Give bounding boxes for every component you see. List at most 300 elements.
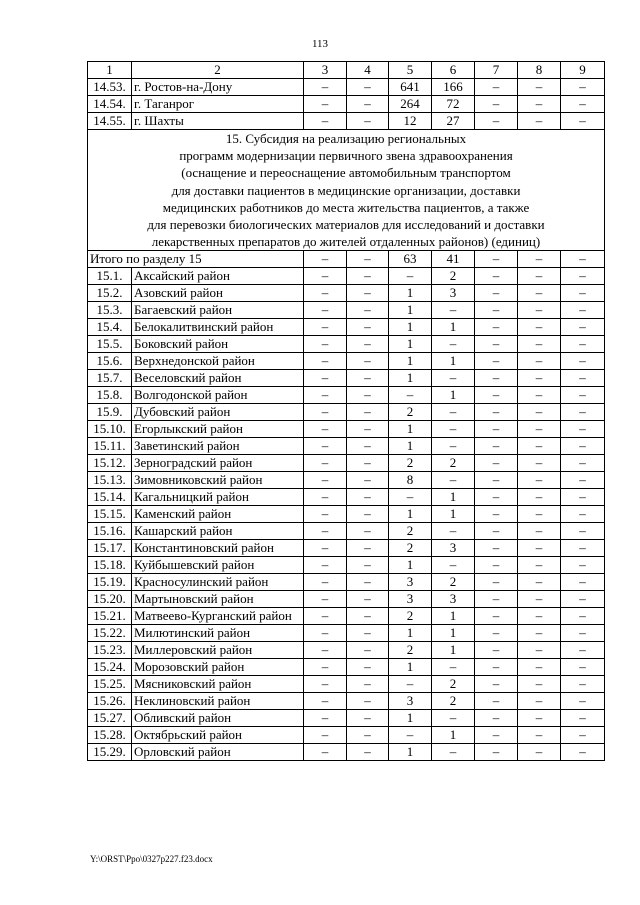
value-cell: – <box>347 421 389 438</box>
table-row <box>88 268 605 285</box>
value-cell: – <box>304 353 347 370</box>
row-number: 15.28. <box>88 727 132 744</box>
value-cell: 1 <box>389 744 432 761</box>
value-cell: – <box>561 489 605 506</box>
district-name: Миллеровский район <box>132 642 304 659</box>
table-row <box>88 353 605 370</box>
value-cell: 3 <box>432 285 475 302</box>
value-cell: 2 <box>389 404 432 421</box>
value-cell: – <box>347 540 389 557</box>
value-cell: – <box>304 676 347 693</box>
value-cell: – <box>475 727 518 744</box>
value-cell: – <box>347 319 389 336</box>
value-cell: – <box>347 591 389 608</box>
column-number-header: 5 <box>389 62 432 79</box>
district-name: Обливский район <box>132 710 304 727</box>
district-name: Мясниковский район <box>132 676 304 693</box>
value-cell: – <box>518 574 561 591</box>
value-cell: 8 <box>389 472 432 489</box>
value-cell: – <box>347 370 389 387</box>
table-row <box>88 336 605 353</box>
value-cell: – <box>347 608 389 625</box>
section-title-line: (оснащение и переоснащение автомобильным транспортом <box>181 165 511 181</box>
value-cell: – <box>347 113 389 130</box>
value-cell: – <box>475 285 518 302</box>
value-cell: – <box>475 353 518 370</box>
value-cell: – <box>432 472 475 489</box>
value-cell: – <box>518 557 561 574</box>
value-cell: – <box>432 710 475 727</box>
column-number-header: 2 <box>132 62 304 79</box>
value-cell: – <box>475 370 518 387</box>
value-cell: – <box>304 608 347 625</box>
value-cell: – <box>561 285 605 302</box>
district-name: Веселовский район <box>132 370 304 387</box>
value-cell: 1 <box>432 387 475 404</box>
value-cell: – <box>475 506 518 523</box>
district-name: г. Ростов-на-Дону <box>132 79 304 96</box>
district-name: Егорлыкский район <box>132 421 304 438</box>
value-cell: – <box>304 96 347 113</box>
row-number: 15.15. <box>88 506 132 523</box>
value-cell: – <box>475 96 518 113</box>
table-row <box>88 96 605 113</box>
row-number: 15.26. <box>88 693 132 710</box>
value-cell: – <box>389 387 432 404</box>
district-name: Морозовский район <box>132 659 304 676</box>
value-cell: – <box>561 608 605 625</box>
value-cell: – <box>518 387 561 404</box>
value-cell: 1 <box>389 285 432 302</box>
district-name: Боковский район <box>132 336 304 353</box>
row-number: 15.21. <box>88 608 132 625</box>
row-number: 15.24. <box>88 659 132 676</box>
value-cell: – <box>304 79 347 96</box>
value-cell: 2 <box>389 540 432 557</box>
table-row <box>88 472 605 489</box>
value-cell: – <box>475 608 518 625</box>
value-cell: – <box>304 574 347 591</box>
value-cell: – <box>389 268 432 285</box>
value-cell: – <box>347 727 389 744</box>
value-cell: – <box>432 557 475 574</box>
table-row <box>88 438 605 455</box>
value-cell: – <box>518 285 561 302</box>
value-cell: – <box>561 251 605 268</box>
value-cell: – <box>304 591 347 608</box>
value-cell: – <box>518 404 561 421</box>
value-cell: – <box>347 489 389 506</box>
value-cell: – <box>518 268 561 285</box>
value-cell: – <box>518 659 561 676</box>
value-cell: – <box>561 113 605 130</box>
value-cell: – <box>475 659 518 676</box>
data-table <box>87 61 605 761</box>
value-cell: 2 <box>432 455 475 472</box>
row-number: 15.18. <box>88 557 132 574</box>
value-cell: – <box>561 659 605 676</box>
table-row <box>88 727 605 744</box>
table-row <box>88 710 605 727</box>
table-row <box>88 387 605 404</box>
row-number: 15.25. <box>88 676 132 693</box>
value-cell: 1 <box>432 353 475 370</box>
district-name: Неклиновский район <box>132 693 304 710</box>
district-name: Милютинский район <box>132 625 304 642</box>
value-cell: 2 <box>432 574 475 591</box>
district-name: Мартыновский район <box>132 591 304 608</box>
row-number: 15.8. <box>88 387 132 404</box>
value-cell: – <box>561 404 605 421</box>
table-row <box>88 506 605 523</box>
value-cell: – <box>518 251 561 268</box>
value-cell: – <box>561 96 605 113</box>
value-cell: – <box>304 438 347 455</box>
row-number: 15.19. <box>88 574 132 591</box>
value-cell: – <box>518 710 561 727</box>
section-total-row <box>88 251 605 268</box>
district-name: Зерноградский район <box>132 455 304 472</box>
row-number: 14.55. <box>88 113 132 130</box>
value-cell: – <box>475 676 518 693</box>
value-cell: – <box>518 472 561 489</box>
value-cell: – <box>432 404 475 421</box>
table-row <box>88 625 605 642</box>
value-cell: 2 <box>432 676 475 693</box>
value-cell: – <box>304 727 347 744</box>
value-cell: – <box>432 336 475 353</box>
value-cell: 3 <box>389 574 432 591</box>
value-cell: – <box>347 387 389 404</box>
value-cell: – <box>432 421 475 438</box>
value-cell: 2 <box>432 268 475 285</box>
value-cell: – <box>304 370 347 387</box>
value-cell: – <box>432 302 475 319</box>
table-row <box>88 302 605 319</box>
row-number: 15.13. <box>88 472 132 489</box>
row-number: 15.2. <box>88 285 132 302</box>
district-name: Волгодонской район <box>132 387 304 404</box>
value-cell: 3 <box>389 693 432 710</box>
value-cell: – <box>561 625 605 642</box>
column-number-header: 7 <box>475 62 518 79</box>
district-name: Константиновский район <box>132 540 304 557</box>
page-number: 113 <box>311 38 329 50</box>
value-cell: – <box>304 113 347 130</box>
value-cell: – <box>304 285 347 302</box>
table-row <box>88 319 605 336</box>
row-number: 15.7. <box>88 370 132 387</box>
section-total-label: Итого по разделу 15 <box>88 251 304 268</box>
value-cell: – <box>347 642 389 659</box>
table-header-row <box>88 62 605 79</box>
value-cell: 1 <box>389 710 432 727</box>
table-row <box>88 404 605 421</box>
value-cell: – <box>475 574 518 591</box>
section-title-line: для доставки пациентов в медицинские организации, доставки <box>171 182 521 198</box>
value-cell: – <box>475 523 518 540</box>
value-cell: 1 <box>432 727 475 744</box>
district-name: Зимовниковский район <box>132 472 304 489</box>
value-cell: – <box>518 744 561 761</box>
district-name: Аксайский район <box>132 268 304 285</box>
value-cell: – <box>304 642 347 659</box>
value-cell: – <box>475 489 518 506</box>
value-cell: – <box>347 302 389 319</box>
table-row <box>88 676 605 693</box>
value-cell: – <box>304 319 347 336</box>
value-cell: – <box>347 574 389 591</box>
row-number: 15.11. <box>88 438 132 455</box>
value-cell: 1 <box>432 506 475 523</box>
value-cell: – <box>347 744 389 761</box>
value-cell: – <box>347 693 389 710</box>
table-row <box>88 113 605 130</box>
value-cell: – <box>347 268 389 285</box>
value-cell: 1 <box>389 557 432 574</box>
value-cell: – <box>475 540 518 557</box>
value-cell: – <box>304 336 347 353</box>
value-cell: – <box>475 421 518 438</box>
value-cell: – <box>347 506 389 523</box>
value-cell: 1 <box>389 421 432 438</box>
district-name: Каменский район <box>132 506 304 523</box>
table-row <box>88 421 605 438</box>
row-number: 15.3. <box>88 302 132 319</box>
table-row <box>88 523 605 540</box>
value-cell: – <box>518 693 561 710</box>
district-name: Орловский район <box>132 744 304 761</box>
value-cell: – <box>518 319 561 336</box>
value-cell: 2 <box>389 608 432 625</box>
column-number-header: 3 <box>304 62 347 79</box>
table-row <box>88 659 605 676</box>
value-cell: 27 <box>432 113 475 130</box>
value-cell: – <box>432 523 475 540</box>
row-number: 15.23. <box>88 642 132 659</box>
value-cell: – <box>304 489 347 506</box>
value-cell: 2 <box>432 693 475 710</box>
value-cell: – <box>432 370 475 387</box>
value-cell: – <box>518 438 561 455</box>
value-cell: – <box>347 523 389 540</box>
column-number-header: 8 <box>518 62 561 79</box>
value-cell: – <box>475 404 518 421</box>
value-cell: – <box>518 370 561 387</box>
value-cell: – <box>561 387 605 404</box>
value-cell: – <box>561 302 605 319</box>
value-cell: – <box>561 693 605 710</box>
district-name: Белокалитвинский район <box>132 319 304 336</box>
value-cell: 1 <box>389 370 432 387</box>
table-row <box>88 285 605 302</box>
column-number-header: 9 <box>561 62 605 79</box>
value-cell: 3 <box>432 540 475 557</box>
value-cell: – <box>347 96 389 113</box>
value-cell: – <box>347 404 389 421</box>
value-cell: – <box>347 557 389 574</box>
row-number: 15.6. <box>88 353 132 370</box>
value-cell: – <box>475 693 518 710</box>
table-row <box>88 489 605 506</box>
table-row <box>88 608 605 625</box>
value-cell: – <box>518 642 561 659</box>
value-cell: – <box>475 455 518 472</box>
value-cell: 1 <box>389 625 432 642</box>
value-cell: – <box>475 438 518 455</box>
row-number: 15.1. <box>88 268 132 285</box>
value-cell: – <box>561 642 605 659</box>
value-cell: – <box>561 421 605 438</box>
value-cell: – <box>475 302 518 319</box>
value-cell: – <box>561 591 605 608</box>
value-cell: – <box>304 472 347 489</box>
value-cell: – <box>518 727 561 744</box>
value-cell: – <box>561 710 605 727</box>
value-cell: – <box>304 744 347 761</box>
value-cell: 1 <box>389 659 432 676</box>
value-cell: – <box>347 710 389 727</box>
value-cell: 641 <box>389 79 432 96</box>
value-cell: 166 <box>432 79 475 96</box>
value-cell: – <box>561 506 605 523</box>
value-cell: – <box>518 421 561 438</box>
value-cell: – <box>518 336 561 353</box>
table-row <box>88 693 605 710</box>
value-cell: – <box>561 370 605 387</box>
value-cell: 1 <box>389 506 432 523</box>
value-cell: – <box>304 557 347 574</box>
value-cell: – <box>347 455 389 472</box>
value-cell: – <box>304 421 347 438</box>
table-row <box>88 574 605 591</box>
value-cell: – <box>304 693 347 710</box>
value-cell: 1 <box>389 302 432 319</box>
value-cell: – <box>561 336 605 353</box>
value-cell: – <box>347 659 389 676</box>
value-cell: – <box>475 710 518 727</box>
value-cell: – <box>475 268 518 285</box>
value-cell: – <box>518 608 561 625</box>
value-cell: 72 <box>432 96 475 113</box>
value-cell: 1 <box>432 608 475 625</box>
value-cell: – <box>304 523 347 540</box>
value-cell: – <box>347 336 389 353</box>
value-cell: – <box>304 659 347 676</box>
value-cell: – <box>518 96 561 113</box>
value-cell: – <box>518 540 561 557</box>
value-cell: – <box>561 353 605 370</box>
value-cell: – <box>347 285 389 302</box>
value-cell: – <box>561 574 605 591</box>
row-number: 15.9. <box>88 404 132 421</box>
section-title-row <box>88 130 605 251</box>
value-cell: – <box>518 489 561 506</box>
table-row <box>88 79 605 96</box>
table-row <box>88 591 605 608</box>
value-cell: 2 <box>389 523 432 540</box>
section-title-line: лекарственных препаратов до жителей отдаленных районов) (единиц) <box>151 234 541 250</box>
value-cell: – <box>347 438 389 455</box>
row-number: 15.27. <box>88 710 132 727</box>
value-cell: – <box>475 387 518 404</box>
section-title <box>88 130 605 251</box>
row-number: 15.17. <box>88 540 132 557</box>
column-number-header: 1 <box>88 62 132 79</box>
value-cell: – <box>475 251 518 268</box>
value-cell: – <box>475 744 518 761</box>
value-cell: – <box>347 625 389 642</box>
row-number: 15.29. <box>88 744 132 761</box>
district-name: Красносулинский район <box>132 574 304 591</box>
value-cell: – <box>475 625 518 642</box>
row-number: 15.5. <box>88 336 132 353</box>
value-cell: – <box>389 727 432 744</box>
value-cell: – <box>561 727 605 744</box>
column-number-header: 4 <box>347 62 389 79</box>
value-cell: – <box>518 591 561 608</box>
district-name: Азовский район <box>132 285 304 302</box>
value-cell: – <box>304 268 347 285</box>
table-row <box>88 370 605 387</box>
file-path-footer: Y:\ORST\Ppo\0327p227.f23.docx <box>90 854 213 864</box>
value-cell: 1 <box>389 319 432 336</box>
table-row <box>88 540 605 557</box>
value-cell: 1 <box>389 353 432 370</box>
district-name: Багаевский район <box>132 302 304 319</box>
value-cell: – <box>518 79 561 96</box>
row-number: 15.10. <box>88 421 132 438</box>
value-cell: 2 <box>389 455 432 472</box>
value-cell: – <box>561 79 605 96</box>
district-name: г. Шахты <box>132 113 304 130</box>
value-cell: 12 <box>389 113 432 130</box>
value-cell: – <box>518 353 561 370</box>
value-cell: – <box>475 319 518 336</box>
value-cell: 1 <box>389 336 432 353</box>
district-name: Кагальницкий район <box>132 489 304 506</box>
value-cell: 63 <box>389 251 432 268</box>
value-cell: – <box>561 744 605 761</box>
district-name: Матвеево-Курганский район <box>132 608 304 625</box>
row-number: 14.54. <box>88 96 132 113</box>
value-cell: 3 <box>432 591 475 608</box>
value-cell: – <box>347 676 389 693</box>
value-cell: – <box>475 591 518 608</box>
value-cell: – <box>304 540 347 557</box>
row-number: 15.22. <box>88 625 132 642</box>
district-name: Кашарский район <box>132 523 304 540</box>
district-name: Дубовский район <box>132 404 304 421</box>
value-cell: – <box>561 676 605 693</box>
district-name: Заветинский район <box>132 438 304 455</box>
value-cell: – <box>518 625 561 642</box>
value-cell: – <box>518 523 561 540</box>
value-cell: – <box>561 455 605 472</box>
value-cell: – <box>432 438 475 455</box>
value-cell: – <box>347 353 389 370</box>
value-cell: – <box>561 472 605 489</box>
section-title-line: программ модернизации первичного звена здравоохранения <box>179 148 513 164</box>
value-cell: – <box>561 523 605 540</box>
district-name: г. Таганрог <box>132 96 304 113</box>
row-number: 15.12. <box>88 455 132 472</box>
value-cell: – <box>518 676 561 693</box>
row-number: 15.4. <box>88 319 132 336</box>
value-cell: – <box>304 625 347 642</box>
value-cell: 1 <box>389 438 432 455</box>
value-cell: 1 <box>432 319 475 336</box>
